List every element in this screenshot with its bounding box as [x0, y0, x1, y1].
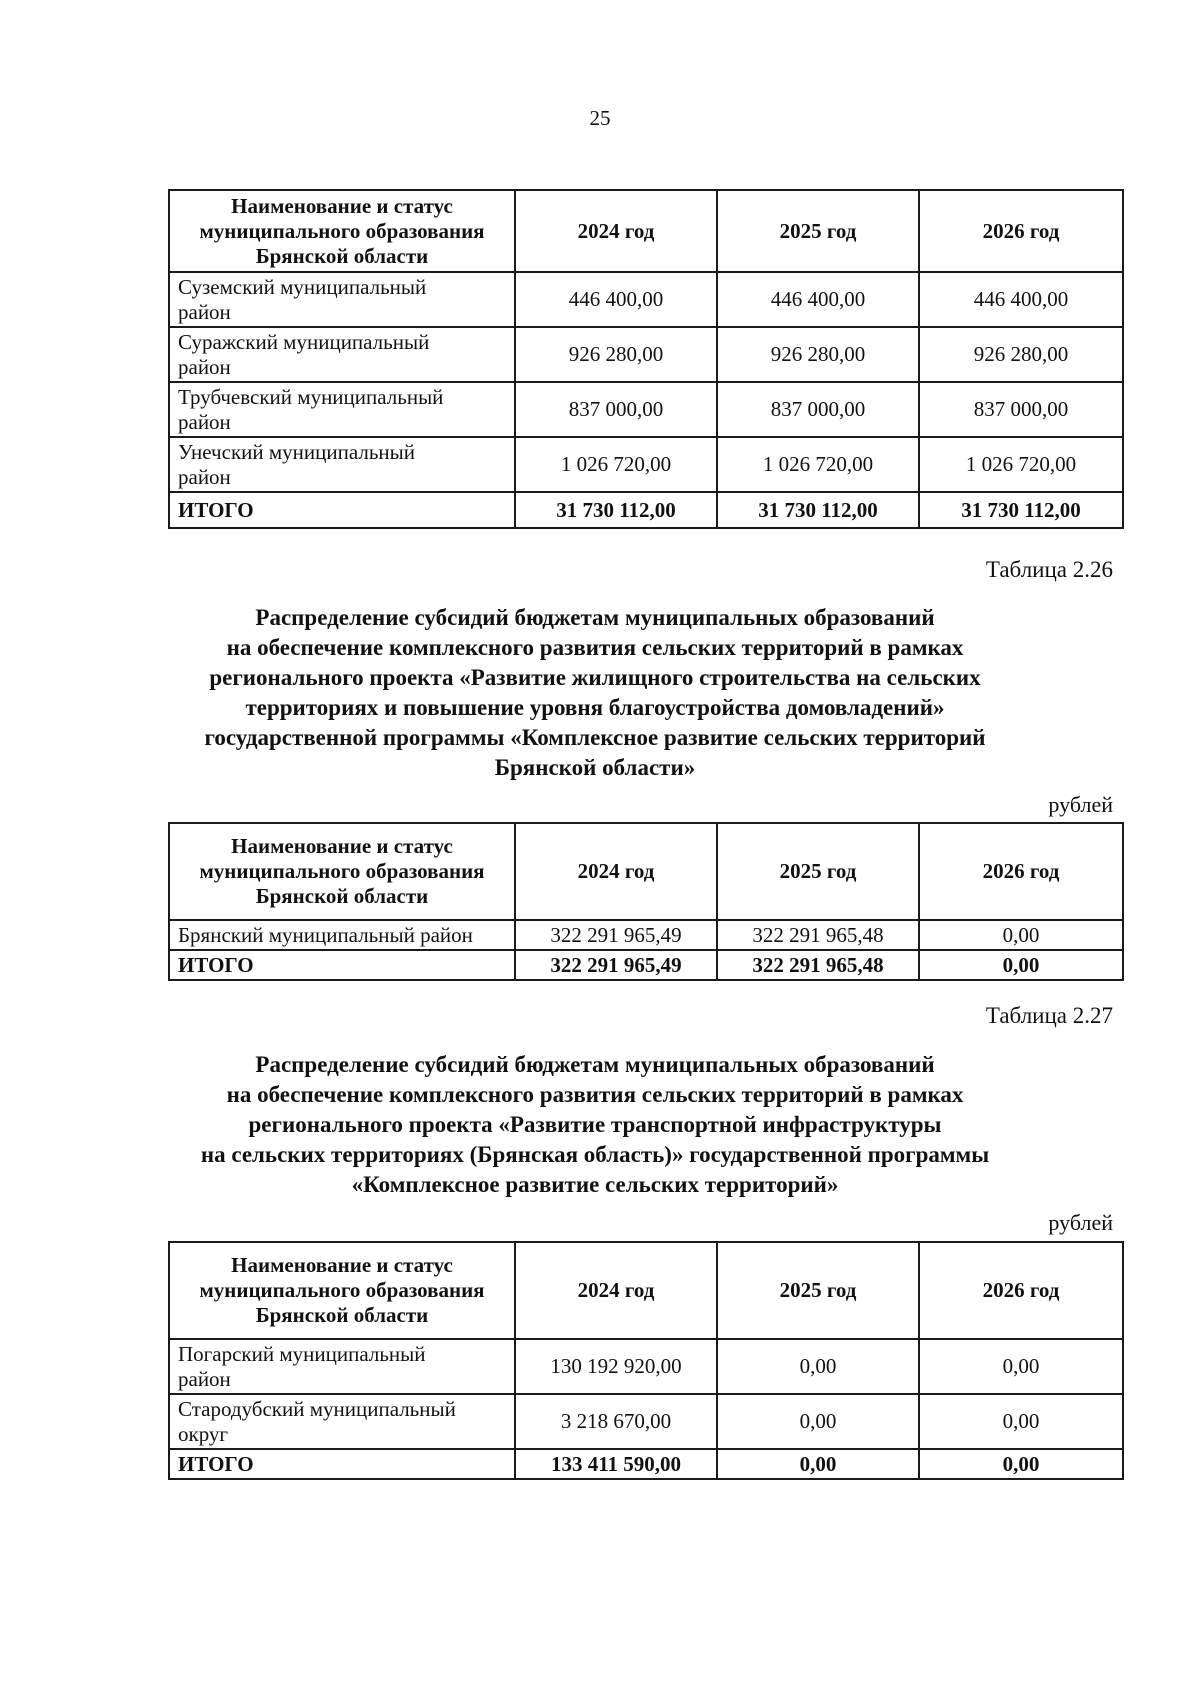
header-name-col: [169, 190, 515, 272]
table-row: [169, 1339, 1123, 1394]
header-name-line: Наименование и статус: [231, 193, 453, 218]
budget-table-2-26: [168, 822, 1124, 981]
cell-2025: 322 291 965,48: [717, 920, 919, 950]
total-2026: 0,00: [919, 1449, 1123, 1479]
heading-line: государственной программы «Комплексное развитие сельских территорий: [204, 725, 986, 750]
cell-2024: 3 218 670,00: [515, 1394, 717, 1449]
total-row: [169, 492, 1123, 528]
budget-table-2-27: [168, 1241, 1124, 1480]
total-label: ИТОГО: [169, 950, 515, 980]
section-heading-2-27: [150, 1050, 1040, 1200]
heading-line: на обеспечение комплексного развития сельских территорий в рамках: [226, 635, 964, 660]
heading-line: территориях и повышение уровня благоустройства домовладений»: [245, 695, 945, 720]
cell-2024: 926 280,00: [515, 327, 717, 382]
total-2024: 322 291 965,49: [515, 950, 717, 980]
cell-2024: 322 291 965,49: [515, 920, 717, 950]
total-2025: 0,00: [717, 1449, 919, 1479]
table-header-row: [169, 190, 1123, 272]
cell-2025: 1 026 720,00: [717, 437, 919, 492]
name-line: Стародубский муниципальный: [178, 1396, 456, 1421]
table-row: [169, 272, 1123, 327]
units-label: рублей: [1048, 792, 1113, 817]
total-2026: 31 730 112,00: [919, 492, 1123, 528]
header-year-2025: 2025 год: [717, 190, 919, 272]
heading-line: Распределение субсидий бюджетам муниципальных образований: [255, 1052, 935, 1077]
heading-line: Распределение субсидий бюджетам муниципальных образований: [255, 605, 935, 630]
total-label: ИТОГО: [169, 492, 515, 528]
table-row: [169, 327, 1123, 382]
cell-2026: 0,00: [919, 1394, 1123, 1449]
header-name-col: [169, 823, 515, 920]
heading-line: на сельских территориях (Брянская область)» государственной программы: [200, 1142, 990, 1167]
table-row: [169, 382, 1123, 437]
header-name-line: Брянской области: [255, 243, 429, 268]
cell-2026: 837 000,00: [919, 382, 1123, 437]
row-municipality-name: [169, 272, 515, 327]
section-heading-2-26: [150, 603, 1040, 783]
table-row: [169, 920, 1123, 950]
cell-2025: 0,00: [717, 1339, 919, 1394]
cell-2024: 130 192 920,00: [515, 1339, 717, 1394]
name-line: Суземский муниципальный: [178, 274, 427, 299]
name-line: Брянский муниципальный район: [178, 922, 473, 947]
row-municipality-name: [169, 1394, 515, 1449]
header-year-2024: 2024 год: [515, 1242, 717, 1339]
total-2024: 31 730 112,00: [515, 492, 717, 528]
heading-line: на обеспечение комплексного развития сельских территорий в рамках: [226, 1082, 964, 1107]
name-line: район: [178, 409, 231, 434]
table-row: [169, 437, 1123, 492]
cell-2026: 1 026 720,00: [919, 437, 1123, 492]
name-line: Суражский муниципальный: [178, 329, 430, 354]
table-header-row: [169, 1242, 1123, 1339]
cell-2024: 446 400,00: [515, 272, 717, 327]
cell-2024: 1 026 720,00: [515, 437, 717, 492]
header-name-line: Брянской области: [255, 884, 429, 908]
header-year-2026: 2026 год: [919, 190, 1123, 272]
cell-2026: 0,00: [919, 1339, 1123, 1394]
name-line: Трубчевский муниципальный: [178, 384, 444, 409]
header-name-line: Наименование и статус: [231, 834, 453, 858]
cell-2026: 926 280,00: [919, 327, 1123, 382]
cell-2024: 837 000,00: [515, 382, 717, 437]
heading-line: Брянской области»: [494, 755, 696, 780]
total-row: [169, 1449, 1123, 1479]
total-2025: 322 291 965,48: [717, 950, 919, 980]
cell-2025: 926 280,00: [717, 327, 919, 382]
units-label: рублей: [1048, 1210, 1113, 1235]
name-line: округ: [178, 1421, 229, 1446]
total-row: [169, 950, 1123, 980]
header-name-line: муниципального образования: [199, 218, 485, 243]
header-name-col: [169, 1242, 515, 1339]
total-2026: 0,00: [919, 950, 1123, 980]
heading-line: «Комплексное развитие сельских территорий»: [351, 1172, 839, 1197]
table-header-row: [169, 823, 1123, 920]
header-year-2026: 2026 год: [919, 1242, 1123, 1339]
row-municipality-name: [169, 327, 515, 382]
name-line: Унечский муниципальный: [178, 439, 415, 464]
total-2024: 133 411 590,00: [515, 1449, 717, 1479]
row-municipality-name: [169, 437, 515, 492]
table-label-2-26: Таблица 2.26: [985, 557, 1113, 582]
header-name-line: муниципального образования: [199, 1278, 485, 1302]
name-line: район: [178, 354, 231, 379]
header-name-line: Брянской области: [255, 1303, 429, 1327]
name-line: район: [178, 299, 231, 324]
header-year-2024: 2024 год: [515, 823, 717, 920]
name-line: район: [178, 464, 231, 489]
row-municipality-name: [169, 382, 515, 437]
cell-2025: 837 000,00: [717, 382, 919, 437]
row-municipality-name: [169, 920, 515, 950]
header-year-2026: 2026 год: [919, 823, 1123, 920]
total-2025: 31 730 112,00: [717, 492, 919, 528]
header-year-2024: 2024 год: [515, 190, 717, 272]
row-municipality-name: [169, 1339, 515, 1394]
table-label-2-27: Таблица 2.27: [985, 1003, 1113, 1028]
heading-line: регионального проекта «Развитие жилищного строительства на сельских: [209, 665, 981, 690]
header-name-line: муниципального образования: [199, 859, 485, 883]
budget-table-continuation: [168, 189, 1124, 529]
header-name-line: Наименование и статус: [231, 1253, 453, 1277]
name-line: Погарский муниципальный: [178, 1341, 426, 1366]
cell-2025: 0,00: [717, 1394, 919, 1449]
cell-2026: 446 400,00: [919, 272, 1123, 327]
cell-2025: 446 400,00: [717, 272, 919, 327]
table-row: [169, 1394, 1123, 1449]
cell-2026: 0,00: [919, 920, 1123, 950]
header-year-2025: 2025 год: [717, 1242, 919, 1339]
heading-line: регионального проекта «Развитие транспортной инфраструктуры: [248, 1112, 942, 1137]
total-label: ИТОГО: [169, 1449, 515, 1479]
header-year-2025: 2025 год: [717, 823, 919, 920]
name-line: район: [178, 1366, 231, 1391]
page-number: 25: [589, 106, 611, 130]
